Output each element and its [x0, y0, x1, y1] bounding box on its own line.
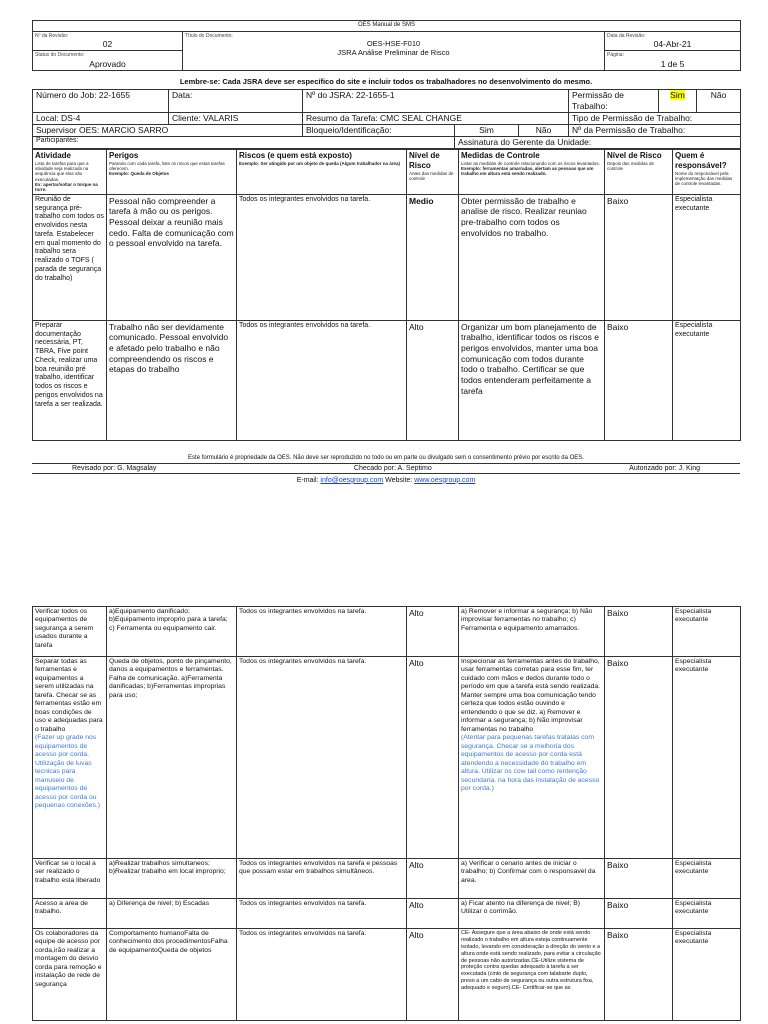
- document-title-label: Título do Documento:: [185, 32, 233, 39]
- risks-cell: Todos os integrantes envolvidos na tarefa.: [237, 899, 407, 929]
- hazards-column-header: Perigos Parando com cada tarefa, liste os riscos que estas tarefas oferecem. Exemplo: Queda de Objetos: [107, 149, 237, 194]
- controls-blue-note: (Atentar para pequenas tarefas tratalas com segurança. Checar se a melhoria dos equipamentos de acesso por corda está atendendo a necessidade do trabalho em altura. Utilizar os cow tail como rentenção secundaria. na hora das instalação de acesso por corda.): [461, 734, 600, 793]
- risks-cell: Todos os integrantes envolvidos na tarefa.: [237, 607, 407, 657]
- permit-yes-option[interactable]: [659, 90, 697, 112]
- controls-cell: Obter permissão de trabalho e analise de risco. Realizar reuniao pre-trabalho com todos os envolvidos no trabalho.: [459, 194, 605, 320]
- activity-cell: Os colaboradores da equipe de acesso por corda,irão realizar a montagem do desvio corda para remoção e instalação de rede de segurança: [33, 929, 107, 1021]
- table-row: [33, 607, 741, 657]
- hazards-cell: a) Diferença de nivel; b) Escadas: [107, 899, 237, 929]
- lockout-no-option[interactable]: Não: [519, 124, 569, 136]
- document-status-cell: [33, 51, 183, 71]
- email-label: E-mail:: [296, 476, 319, 484]
- website-label: Website:: [385, 476, 413, 484]
- participants-field: Participantes:: [33, 136, 455, 148]
- document-status-label: Status do Documento:: [35, 52, 85, 59]
- property-notice: Este formulário é propriedade da OES. Não deve ser reproduzido no todo ou em parte ou divulgado sem o consentimento prévio por escrito da OES.: [188, 454, 584, 461]
- website-link[interactable]: www.oesgroup.com: [414, 476, 476, 484]
- responsible-cell: Especialista executante: [673, 929, 741, 1021]
- activity-cell: Reunião de segurança pré-trabalho com todos os envolvidos nesta tarefa. Estabelecer em qual momento do trabalho sera realizado o TOFS ( parada de segurança do trabalho): [33, 194, 107, 320]
- residual-level-cell: Baixo: [605, 899, 673, 929]
- risk-level-cell: Medio: [407, 194, 459, 320]
- activity-cell: Preparar documentação necessária, PT, TBRA, Five point Check, realizar uma boa reuinião pré trabalho, identificar todos os riscos e perigos envolvidos na tarefa a ser realizada.: [33, 320, 107, 440]
- hazards-cell: a)Realizar trabalhos simultaneos; b)Realizar trabalho em local improprio;: [107, 859, 237, 899]
- document-code: OES-HSE-F010: [366, 38, 421, 48]
- table-row: [33, 899, 741, 929]
- responsible-cell: Especialista executante: [673, 899, 741, 929]
- risk-table-page-1: [32, 149, 741, 441]
- email-link[interactable]: info@oesgroup.com: [320, 476, 384, 484]
- revision-date-cell: [605, 31, 741, 51]
- residual-level-cell: Baixo: [605, 859, 673, 899]
- table-row: [33, 657, 741, 859]
- risk-level-column-header: Nível de Risco Antes das medidas de controle: [407, 149, 459, 194]
- task-summary-field: Resumo da Tarefa: CMC SEAL CHANGE: [303, 112, 569, 124]
- residual-level-cell: Baixo: [605, 657, 673, 859]
- controls-cell: Organizar um bom planejamento de trabalho, identificar todos os riscos e perigos envolvidos, manter uma boa comunicação com todos durante todo o trabalho. Certificar se que todos entenderam perfeitamente a tarefa: [459, 320, 605, 440]
- responsible-cell: Especialista executante: [673, 607, 741, 657]
- risks-cell: Todos os integrantes envolvidos na tarefa.: [237, 320, 407, 440]
- controls-cell: a) Ficar atento na diferença de nivel; B) Utilizar o corrimão.: [459, 899, 605, 929]
- controls-cell: [459, 657, 605, 859]
- responsible-cell: Especialista executante: [673, 194, 741, 320]
- document-status: Aprovado: [89, 58, 126, 69]
- risk-level-cell: Alto: [407, 607, 459, 657]
- hazards-cell: Pessoal não compreender a tarefa à mão ou os perigos. Pessoal deixar a reunião mais cedo. Falta de comunicação com o pessoal envolvido na tarefa.: [107, 194, 237, 320]
- revision-date: 04-Abr-21: [653, 38, 692, 49]
- controls-column-header: Medidas de Controle Listar as medidas de controle relacionando com os riscos levantados. Exemplo: ferramentas amarradas, alertam as pessoas que um trabalho em altura está sendo realizado.: [459, 149, 605, 194]
- authorized-by: Autorizado por: J. King: [629, 464, 700, 472]
- activity-cell: Verificar todos os equipamentos de segurança a serem usados durante a tarefa: [33, 607, 107, 657]
- local-field: Local: DS-4: [33, 112, 169, 124]
- revision-number: 02: [102, 38, 113, 49]
- jsra-number-field: Nº do JSRA: 22-1655-1: [303, 90, 569, 112]
- document-title-cell: [183, 31, 605, 71]
- date-field: Data:: [169, 90, 303, 112]
- table-row: [33, 859, 741, 899]
- responsible-column-header: Quem é responsável? Nome do responsável pela implementação das medidas de controle levantadas.: [673, 149, 741, 194]
- controls-text: Inspecionar as ferramentas antes do trabalho, usar ferramentas corretas para esse fim, ter cuidado com mãos e dedos durante todo o período em que a tarefa está sendo realizada. Manter sempre uma boa comunicação tendo certeza que todos estão ouvindo e entendendo o que se diz. a) Remover e informar a segurança; b) Não improvisar ferramentas no trabalho: [461, 658, 601, 733]
- responsible-cell: Especialista executante: [673, 859, 741, 899]
- activity-cell: Acesso a area de trabalho.: [33, 899, 107, 929]
- risks-cell: Todos os integrantes envolvidos na tarefa e pessoas que possam estar em trabalhos simultâneos.: [237, 859, 407, 899]
- controls-cell: a) Verificar o cenario antes de iniciar o trabalho; b) Confirmar com o responsavel da area.: [459, 859, 605, 899]
- table-row: [33, 320, 741, 440]
- hazards-cell: Comportamento humanoFalta de conhecimento dos procedimentosFalha de equipamentoQueda de objetos: [107, 929, 237, 1021]
- page-number-label: Página:: [607, 52, 624, 59]
- risks-column-header: Riscos (e quem está exposto) Exemplo: Ser atingido por um objeto de queda (Algum trabalhador na área): [237, 149, 407, 194]
- controls-cell: CE- Assegure que a área abaixo de onde está sendo realizado o trabalho em altura esteja continuamente isolado, levando em consideração a direção do vento e a altura onde está sendo realizado, para evitar a circulação de pessoas não autorizadas.CE-Utilize sistema de proteção contra quedas adequado à tarefa a ser executada (cinto de segurança com talabarte duplo, preso a um cabo de segurança ou outra estrutura fixa, adequado e seguro).CE- Certificar-se que as: [459, 929, 605, 1021]
- hazards-cell: Queda de objetos, ponto de pinçamento, danos a equipamentos e ferramentas. Falha de comunicação. a)Ferramenta danificadas; b)Ferramentas improprias para uso;: [107, 657, 237, 859]
- risk-table-page-2: [32, 606, 741, 1021]
- signature-line: [32, 463, 740, 474]
- responsible-cell: Especialista executante: [673, 320, 741, 440]
- checked-by: Checado por: A. Septimo: [353, 464, 432, 472]
- revision-number-cell: [33, 31, 183, 51]
- page-number-cell: [605, 51, 741, 71]
- manual-title: OES Manual de SMS: [33, 21, 741, 32]
- lockout-field: Bloqueio/Identificação:: [303, 124, 455, 136]
- permit-no-option[interactable]: Não: [697, 90, 741, 112]
- residual-level-cell: Baixo: [605, 607, 673, 657]
- job-info-table: [32, 89, 741, 148]
- table-row: [33, 194, 741, 320]
- hazards-cell: Trabalho não ser devidamente comunicado. Pessoal envolvido e afetado pelo trabalho e não compreendendo os riscos e etapas do trabalho: [107, 320, 237, 440]
- revision-number-label: Nº da Revisão:: [35, 32, 69, 39]
- manager-signature-field: Assinatura do Gerente da Unidade:: [455, 136, 741, 148]
- table-row: [33, 929, 741, 1021]
- residual-level-cell: Baixo: [605, 320, 673, 440]
- job-number-field: Número do Job: 22-1655: [33, 90, 169, 112]
- controls-cell: a) Remover e informar a segurança; b) Não improvisar ferramentas no trabalho; c) Ferramenta e equipamento amarrados.: [459, 607, 605, 657]
- risk-table-header-row: [33, 149, 741, 194]
- permit-yes-highlight: Sim: [670, 90, 685, 101]
- residual-level-cell: Baixo: [605, 194, 673, 320]
- activity-cell: Verificar se o local a ser realizado o trabalho esta liberado: [33, 859, 107, 899]
- residual-level-cell: Baixo: [605, 929, 673, 1021]
- permit-type-field: Tipo de Permissão de Trabalho:: [569, 112, 741, 124]
- risks-cell: Todos os integrantes envolvidos na tarefa.: [237, 929, 407, 1021]
- risk-level-cell: Alto: [407, 899, 459, 929]
- document-page-1: [32, 20, 740, 484]
- revision-date-label: Data da Revisão:: [607, 32, 646, 39]
- client-field: Cliente: VALARIS: [169, 112, 303, 124]
- hazards-cell: a)Equipamento danificado; b)Equipamento improprio para a tarefa; c) Ferramenta ou equipamento cair.: [107, 607, 237, 657]
- activity-cell: [33, 657, 107, 859]
- document-page-2: [32, 606, 740, 1021]
- permit-label: Permissão de Trabalho:: [569, 90, 659, 112]
- contact-line: [32, 477, 740, 484]
- risk-level-cell: Alto: [407, 929, 459, 1021]
- risks-cell: Todos os integrantes envolvidos na tarefa.: [237, 194, 407, 320]
- supervisor-field: Supervisor OES: MARCIO SARRO: [33, 124, 303, 136]
- document-header-table: [32, 20, 741, 71]
- reminder-text: Lembre-se: Cada JSRA deve ser específico do site e incluir todos os trabalhadores no desenvolvimento do mesmo.: [179, 77, 593, 87]
- risk-level-cell: Alto: [407, 657, 459, 859]
- activity-text: Separar todas as ferramentas e equipamentos a serem utilizadas na tarefa. Checar se as ferramentas estão em boas condições de uso e adequadas para o trabalho: [35, 658, 103, 733]
- permit-number-field: Nº da Permissão de Trabalho:: [569, 124, 741, 136]
- page-number: 1 de 5: [660, 58, 685, 69]
- reviewed-by: Revisado por: G. Magsalay: [72, 464, 157, 472]
- activity-blue-note: (Fazer up grade nos equipamentos de acesso por corda. Utilização de luvas tecnicas para manuseio de equipamentos de acesso por corda ou pequenas conexões.): [35, 734, 100, 810]
- document-name: JSRA Análise Preliminar de Risco: [337, 48, 450, 58]
- risks-cell: Todos os integrantes envolvidos na tarefa.: [237, 657, 407, 859]
- residual-level-column-header: Nível de Risco Depois das medidas de controle: [605, 149, 673, 194]
- activity-column-header: Atividade Lista de tarefas para que a atividade seja realizada na sequência que elas são executadas. Ex: apertar/soltar o torque na torre.: [33, 149, 107, 194]
- risk-level-cell: Alto: [407, 320, 459, 440]
- risk-level-cell: Alto: [407, 859, 459, 899]
- responsible-cell: Especialista executante: [673, 657, 741, 859]
- lockout-yes-option[interactable]: Sim: [455, 124, 519, 136]
